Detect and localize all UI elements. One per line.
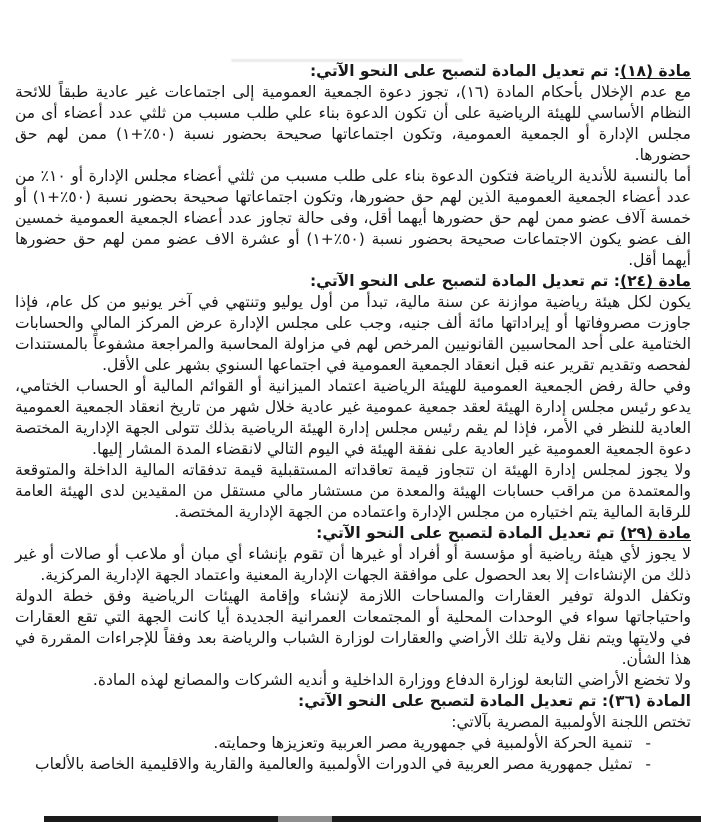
article-heading [15,271,691,292]
paragraph: أما بالنسبة للأندية الرياضة فتكون الدعوة بناء على طلب مسبب من ثلثي أعضاء مجلس الإدارة أو ١٠٪ من عدد أعضاء الجمعية العمومية الذين لهم حق حضورها، وتكون اجتماعاتها صحيحة بحضور نسبة (٥٠٪+١) أو خمسة آلاف عضو ممن لهم حق حضورها أيهما أقل، وفى حالة تجاوز عدد أعضاء الجمعية العمومية خمسين الف عضو يكون الاجتماعات صحيحة بحضور نسبة (٥٠٪+١) أو عشرة الاف عضو ممن لهم حق حضورها أيهما أقل. [15,167,692,269]
article-number: المادة (٣٦) [608,692,691,710]
bullet-marker: - [645,755,651,773]
paragraph: ولا تخضع الأراضي التابعة لوزارة الدفاع ووزارة الداخلية و أنديه الشركات والمصانع لهذه المادة. [92,671,691,689]
paragraph: تختص اللجنة الأولمبية المصرية بآلاتي: [451,713,691,731]
paragraph: لا يجوز لأي هيئة رياضية أو مؤسسة أو أفراد أو غيرها أن تقوم بإنشاء أي مبان أو ملاعب أو صالات أو غير ذلك من الإنشاءات إلا بعد الحصول على موافقة الجهات الإدارية المعنية واعتماد الجهة الإدارية المركزية. [15,545,691,584]
bullet-item [15,733,691,754]
article-number: مادة (١٨) [619,62,691,80]
bullet-text: تنمية الحركة الأولمبية في جمهورية مصر العربية وتعزيزها وحمايته. [213,734,633,752]
article-heading [15,523,691,544]
bullet-text: تمثيل جمهورية مصر العربية في الدورات الأولمبية والعالمية والقارية والاقليمية الخاصة بالألعاب [35,755,633,773]
paragraph: مع عدم الإخلال بأحكام المادة (١٦)، تجوز دعوة الجمعية العمومية إلى اجتماعات غير عادية طبقاً للائحة النظام الأساسي للهيئة الرياضية على أن تكون الدعوة بناء علي طلب مسبب من ثلثي عدد أعضاء أى من مجلس الإدارة أو الجمعية العمومية، وتكون اجتماعاتها صحيحة بحضور نسبة (٥٠٪+١) ممن لهم حق حضورها. [15,83,692,164]
heading-text: : تم تعديل المادة لتصبح على النحو الآتي: [309,62,620,80]
article-heading [15,691,691,712]
document-body [15,61,691,775]
article-number: مادة (٢٩) [619,524,691,542]
article-heading [15,61,691,82]
bullet-marker: - [645,734,651,752]
page-edge-bar [44,816,701,822]
paragraph: وتكفل الدولة توفير العقارات والمساحات اللازمة لإنشاء وإقامة الهيئات الرياضية وفق خطة الدولة واحتياجاتها سواء في الوحدات المحلية أو المجتمعات العمرانية الجديدة أيا كانت الجهة التي تقع العقارات في ولايتها ويتم نقل ولاية تلك الأراضي والعقارات لوزارة الشباب والرياضة بعد وفقاً للإجراءات المقررة في هذا الشأن. [15,587,691,668]
heading-text: : تم تعديل المادة لتصبح على النحو الآتي: [298,692,609,710]
paragraph: يكون لكل هيئة رياضية موازنة عن سنة مالية، تبدأ من أول يوليو وتنتهي في آخر يونيو من كل عام، فإذا جاوزت مصروفاتها أو إيراداتها مائة ألف جنيه، وجب على مجلس الإدارة عرض المركز المالي والحسابات الختامية على أحد المحاسبين القانونيين المرخص لهم في مزاولة المحاسبة والمراجعة مشفوعاً بالمستندات لفحصه وتقديم تقرير عنه قبل انعقاد الجمعية العمومية في اجتماعها السنوي بشهر على الأقل. [15,293,691,374]
paragraph: وفي حالة رفض الجمعية العمومية للهيئة الرياضية اعتماد الميزانية أو القوائم المالية أو الحساب الختامي، يدعو رئيس مجلس إدارة الهيئة لعقد جمعية عمومية غير عادية خلال شهر من تاريخ انعقاد الجمعية العمومية العادية للنظر في الأمر، فإذا لم يقم رئيس مجلس إدارة الهيئة الرياضية بذلك تتولى الجهة الإدارية المختصة دعوة الجمعية العمومية غير العادية على نفقة الهيئة في اليوم التالي لانقضاء المدة المشار إليها. [15,377,691,458]
heading-text: تم تعديل المادة لتصبح على النحو الآتي: [316,524,620,542]
paragraph: ولا يجوز لمجلس إدارة الهيئة ان تتجاوز قيمة تعاقداته المستقبلية قيمة تدفقاته المالية الداخلة والمتوقعة والمعتمدة من مراقب حسابات الهيئة والمعدة من مستشار مالي مستقل من المقيدين لدى الهيئة العامة للرقابة المالية يتم اختياره من مجلس الإدارة واعتماده من الجهة الإدارية المختصة. [15,461,691,521]
bullet-item [15,754,691,775]
page-edge-highlight [278,816,332,822]
article-number: مادة (٢٤) [619,272,691,290]
heading-text: : تم تعديل المادة لتصبح على النحو الآتي: [309,272,620,290]
